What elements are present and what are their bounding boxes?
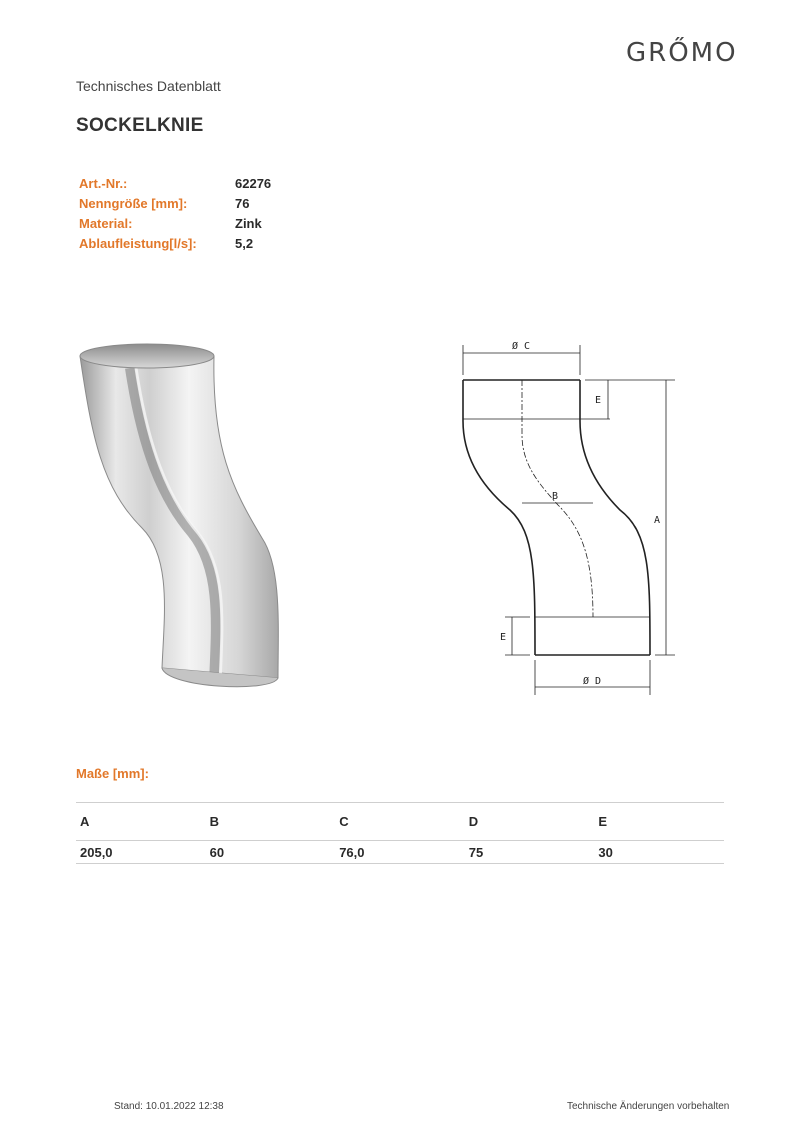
dimensions-title: Maße [mm]:	[76, 766, 149, 781]
footer-date: Stand: 10.01.2022 12:38	[114, 1101, 224, 1112]
table-cell: 205,0	[76, 841, 206, 864]
product-photo	[72, 338, 282, 704]
table-row	[76, 841, 724, 864]
spec-label: Ablaufleistung[l/s]:	[79, 236, 197, 251]
spec-value: 5,2	[235, 236, 254, 251]
table-header-row	[76, 803, 724, 841]
table-cell: 30	[594, 841, 724, 864]
footer-note: Technische Änderungen vorbehalten	[567, 1101, 730, 1112]
spec-row-article-number	[79, 174, 271, 194]
spec-row-material	[79, 214, 271, 234]
table-header-cell: C	[335, 803, 465, 841]
drawing-label-d: Ø D	[583, 676, 602, 687]
product-title: SOCKELKNIE	[76, 115, 204, 136]
table-header-cell: A	[76, 803, 206, 841]
drawing-label-e-bottom: E	[500, 632, 507, 643]
technical-drawing	[450, 335, 690, 700]
table-header-cell: D	[465, 803, 595, 841]
drawing-label-a: A	[654, 515, 661, 526]
table-cell: 75	[465, 841, 595, 864]
spec-value: 76	[235, 196, 250, 211]
table-header-cell: E	[594, 803, 724, 841]
spec-label: Art.-Nr.:	[79, 176, 128, 191]
table-header-cell: B	[206, 803, 336, 841]
spec-list	[79, 174, 271, 254]
spec-label: Nenngröße [mm]:	[79, 196, 188, 211]
drawing-label-b: B	[552, 491, 559, 502]
dimensions-table	[76, 802, 724, 864]
spec-label: Material:	[79, 216, 133, 231]
document-type: Technisches Datenblatt	[76, 78, 221, 94]
spec-row-nominal-size	[79, 194, 271, 214]
drawing-label-e-top: E	[595, 395, 602, 406]
spec-value: Zink	[235, 216, 262, 231]
brand-logo: GRŐMO	[626, 38, 738, 68]
spec-value: 62276	[235, 176, 272, 191]
spec-row-flow-rate	[79, 234, 271, 254]
table-cell: 76,0	[335, 841, 465, 864]
drawing-label-c: Ø C	[512, 341, 531, 352]
table-cell: 60	[206, 841, 336, 864]
